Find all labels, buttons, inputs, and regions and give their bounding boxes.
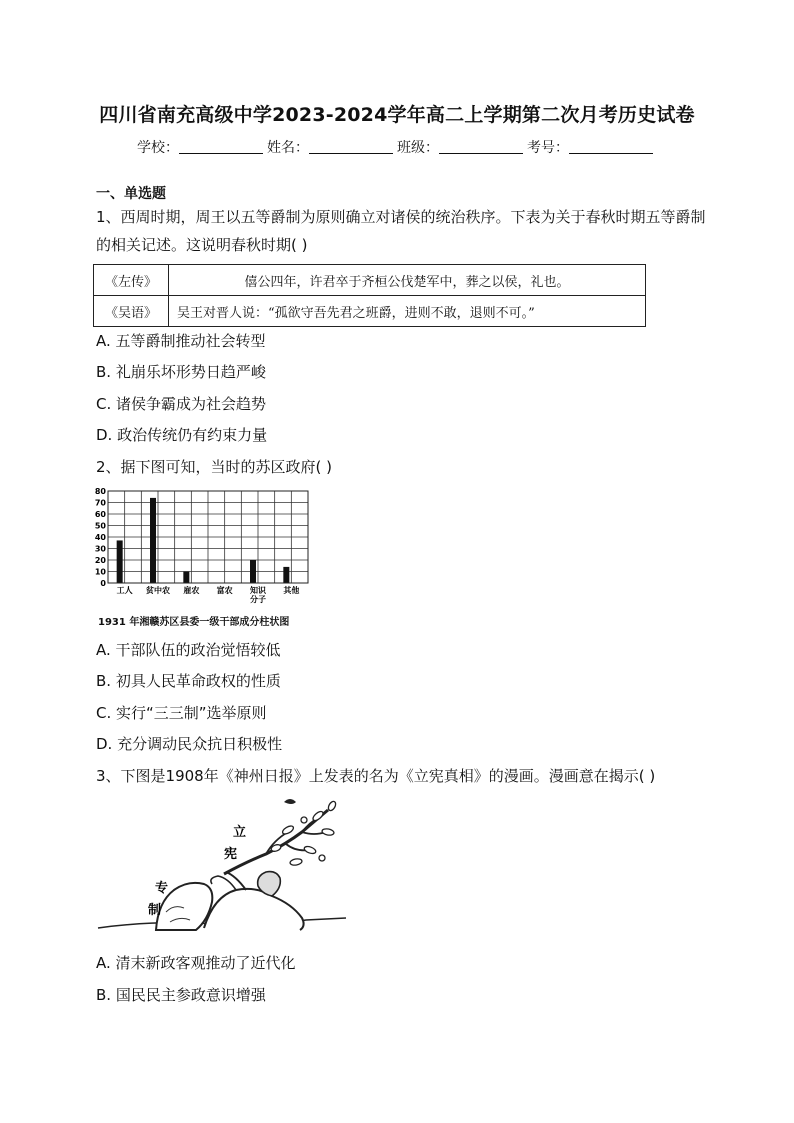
id-blank[interactable]: [569, 139, 653, 154]
question-1-option-a[interactable]: A. 五等爵制推动社会转型: [96, 332, 266, 350]
question-1-stem: 1、西周时期，周王以五等爵制为原则确立对诸侯的统治秩序。下表为关于春秋时期五等爵制的相关记述。这说明春秋时期( ): [96, 208, 706, 254]
source-text: 僖公四年，许君卒于齐桓公伐楚军中，葬之以侯，礼也。: [169, 265, 646, 296]
x-tick-label: 工人: [116, 586, 133, 595]
x-tick-label: 富农: [216, 586, 233, 595]
cartoon-label-xian: 宪: [224, 847, 238, 862]
bar-chart-svg: [90, 483, 320, 613]
section-title: 一、单选题: [96, 186, 166, 202]
question-2-option-a[interactable]: A. 干部队伍的政治觉悟较低: [96, 641, 281, 659]
y-tick-label: 60: [94, 510, 106, 519]
y-tick-label: 50: [94, 521, 106, 531]
y-tick-label: 0: [100, 579, 106, 588]
x-tick-label: 贫中农: [146, 586, 170, 595]
question-2-option-b[interactable]: B. 初具人民革命政权的性质: [96, 672, 281, 690]
bar: [150, 498, 156, 583]
school-blank[interactable]: [179, 139, 263, 154]
question-1-option-d[interactable]: D. 政治传统仍有约束力量: [96, 426, 268, 444]
question-2-stem: 2、据下图可知，当时的苏区政府( ): [96, 458, 333, 476]
class-label: 班级：: [397, 140, 439, 156]
cartoon-label-zhuan: 专: [155, 881, 169, 896]
chart-caption: 1931 年湘赣苏区县委一级干部成分柱状图: [98, 617, 290, 628]
question-1-source-table: [93, 264, 646, 327]
cartoon-label-li: 立: [233, 825, 247, 840]
y-tick-label: 70: [94, 498, 106, 508]
y-tick-label: 30: [94, 544, 106, 554]
exam-title: 四川省南充高级中学2023-2024学年高二上学期第二次月考历史试卷: [99, 104, 695, 126]
x-tick-label: 知识: [250, 586, 266, 595]
constitution-cartoon: [96, 792, 354, 938]
x-tick-label: 分子: [250, 595, 266, 604]
source-text: 吴王对晋人说：“孤欲守吾先君之班爵，进则不敢，退则不可。”: [169, 296, 646, 327]
x-tick-label: 雇农: [183, 586, 200, 595]
name-blank[interactable]: [309, 139, 393, 154]
table-row: [94, 265, 646, 296]
table-row: [94, 296, 646, 327]
school-label: 学校：: [137, 140, 179, 156]
student-info-line: [0, 137, 794, 157]
question-1-option-c[interactable]: C. 诸侯争霸成为社会趋势: [96, 395, 267, 413]
cartoon-drawing: [96, 792, 354, 938]
question-3-stem: 3、下图是1908年《神州日报》上发表的名为《立宪真相》的漫画。漫画意在揭示( ): [96, 767, 656, 785]
cadre-composition-chart: [90, 483, 320, 628]
source-book: 《吴语》: [94, 296, 169, 327]
source-book: 《左传》: [94, 265, 169, 296]
question-1-option-b[interactable]: B. 礼崩乐坏形势日趋严峻: [96, 363, 266, 381]
name-label: 姓名：: [267, 140, 309, 156]
y-tick-label: 10: [94, 567, 106, 577]
bar: [283, 567, 289, 583]
question-2-option-d[interactable]: D. 充分调动民众抗日积极性: [96, 735, 283, 753]
cartoon-label-zhi: 制: [148, 903, 162, 918]
bar: [250, 560, 256, 583]
id-label: 考号：: [527, 140, 569, 156]
bar: [117, 540, 123, 583]
x-tick-label: 其他: [283, 586, 300, 595]
question-2-option-c[interactable]: C. 实行“三三制”选举原则: [96, 704, 267, 722]
question-3-option-a[interactable]: A. 清末新政客观推动了近代化: [96, 954, 296, 972]
question-3-option-b[interactable]: B. 国民民主参政意识增强: [96, 986, 266, 1004]
class-blank[interactable]: [439, 139, 523, 154]
bar: [183, 572, 189, 584]
y-tick-label: 40: [94, 533, 106, 542]
y-tick-label: 80: [94, 487, 106, 496]
y-tick-label: 20: [94, 556, 106, 565]
